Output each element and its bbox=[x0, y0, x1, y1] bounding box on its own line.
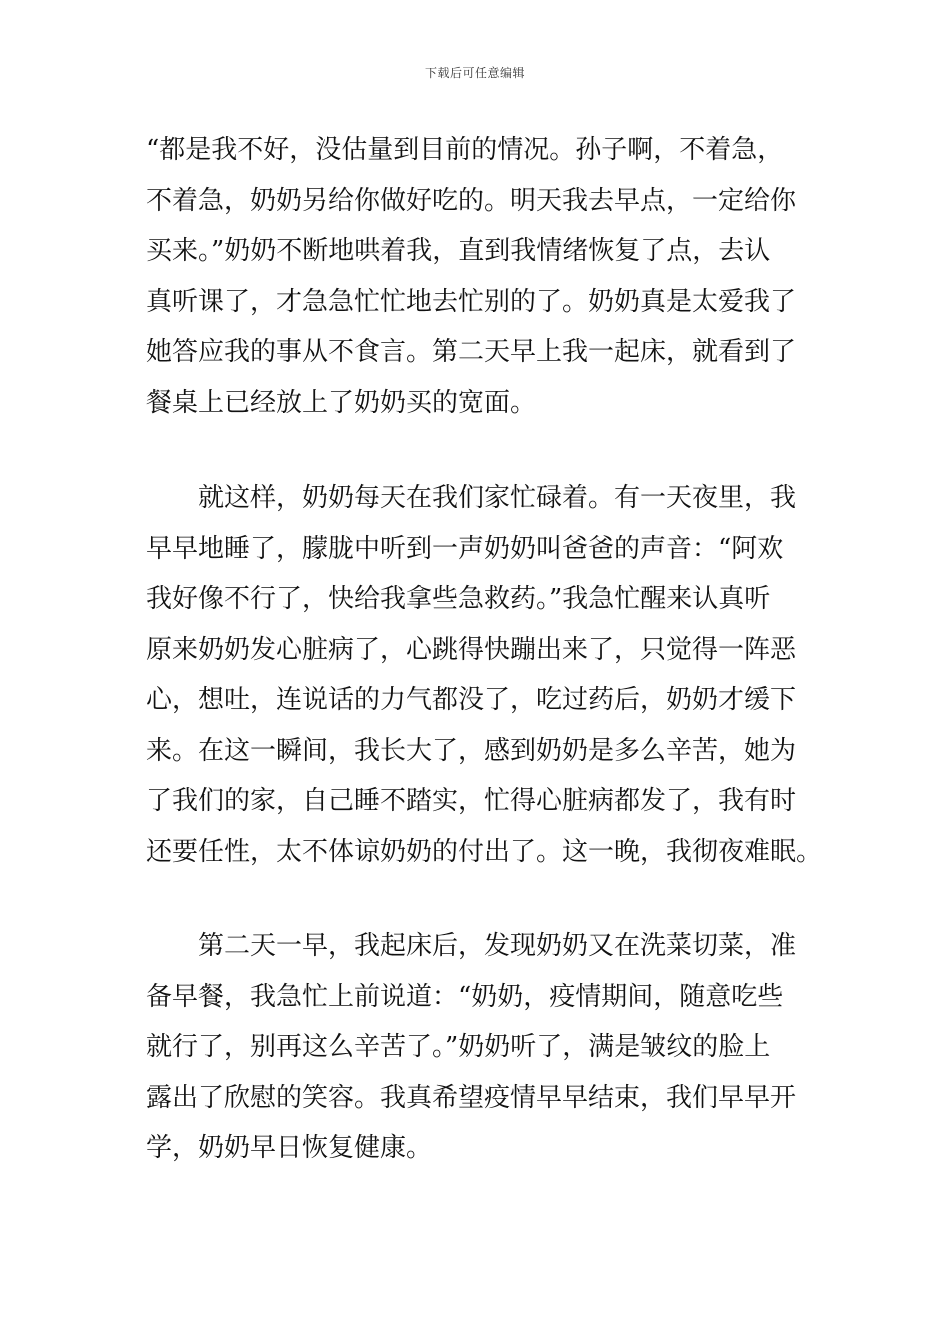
page-header: 下载后可任意编辑 bbox=[424, 66, 525, 80]
text-line: 就行了，别再这么辛苦了。”奶奶听了，满是皱纹的脸上 bbox=[146, 1032, 771, 1062]
text-line: 买来。”奶奶不断地哄着我，直到我情绪恢复了点，去认 bbox=[146, 236, 771, 266]
text-line: 真听课了，才急急忙忙地去忙别的了。奶奶真是太爱我了 bbox=[146, 286, 797, 317]
paragraph bbox=[146, 125, 806, 428]
text-line: 原来奶奶发心脏病了，心跳得快蹦出来了，只觉得一阵恶 bbox=[146, 634, 797, 665]
paragraph bbox=[146, 921, 806, 1174]
text-line: 露出了欣慰的笑容。我真希望疫情早早结束，我们早早开 bbox=[146, 1082, 797, 1113]
text-line: 不着急，奶奶另给你做好吃的。明天我去早点，一定给你 bbox=[146, 185, 797, 216]
text-line: 心，想吐，连说话的力气都没了，吃过药后，奶奶才缓下 bbox=[146, 685, 797, 715]
text-line: 她答应我的事从不食言。第二天早上我一起床，就看到了 bbox=[146, 337, 797, 367]
text-line: 还要任性，太不体谅奶奶的付出了。这一晚，我彻夜难眠。 bbox=[146, 836, 823, 867]
text-line: 早早地睡了，朦胧中听到一声奶奶叫爸爸的声音：“阿欢 bbox=[146, 533, 784, 564]
text-line: 第二天一早，我起床后，发现奶奶又在洗菜切菜，准 bbox=[198, 931, 797, 961]
paragraph bbox=[146, 473, 823, 877]
text-line: 了我们的家，自己睡不踏实，忙得心脏病都发了，我有时 bbox=[146, 786, 797, 816]
text-line: 来。在这一瞬间，我长大了，感到奶奶是多么辛苦，她为 bbox=[146, 735, 797, 766]
text-line: 备早餐，我急忙上前说道：“奶奶，疫情期间，随意吃些 bbox=[146, 981, 784, 1012]
text-line: 我好像不行了，快给我拿些急救药。”我急忙醒来认真听 bbox=[146, 584, 771, 614]
text-line: “都是我不好，没估量到目前的情况。孙子啊，不着急， bbox=[146, 135, 784, 165]
text-line: 就这样，奶奶每天在我们家忙碌着。有一天夜里，我 bbox=[198, 483, 797, 513]
text-line: 餐桌上已经放上了奶奶买的宽面。 bbox=[146, 387, 537, 418]
text-line: 学，奶奶早日恢复健康。 bbox=[146, 1133, 433, 1163]
